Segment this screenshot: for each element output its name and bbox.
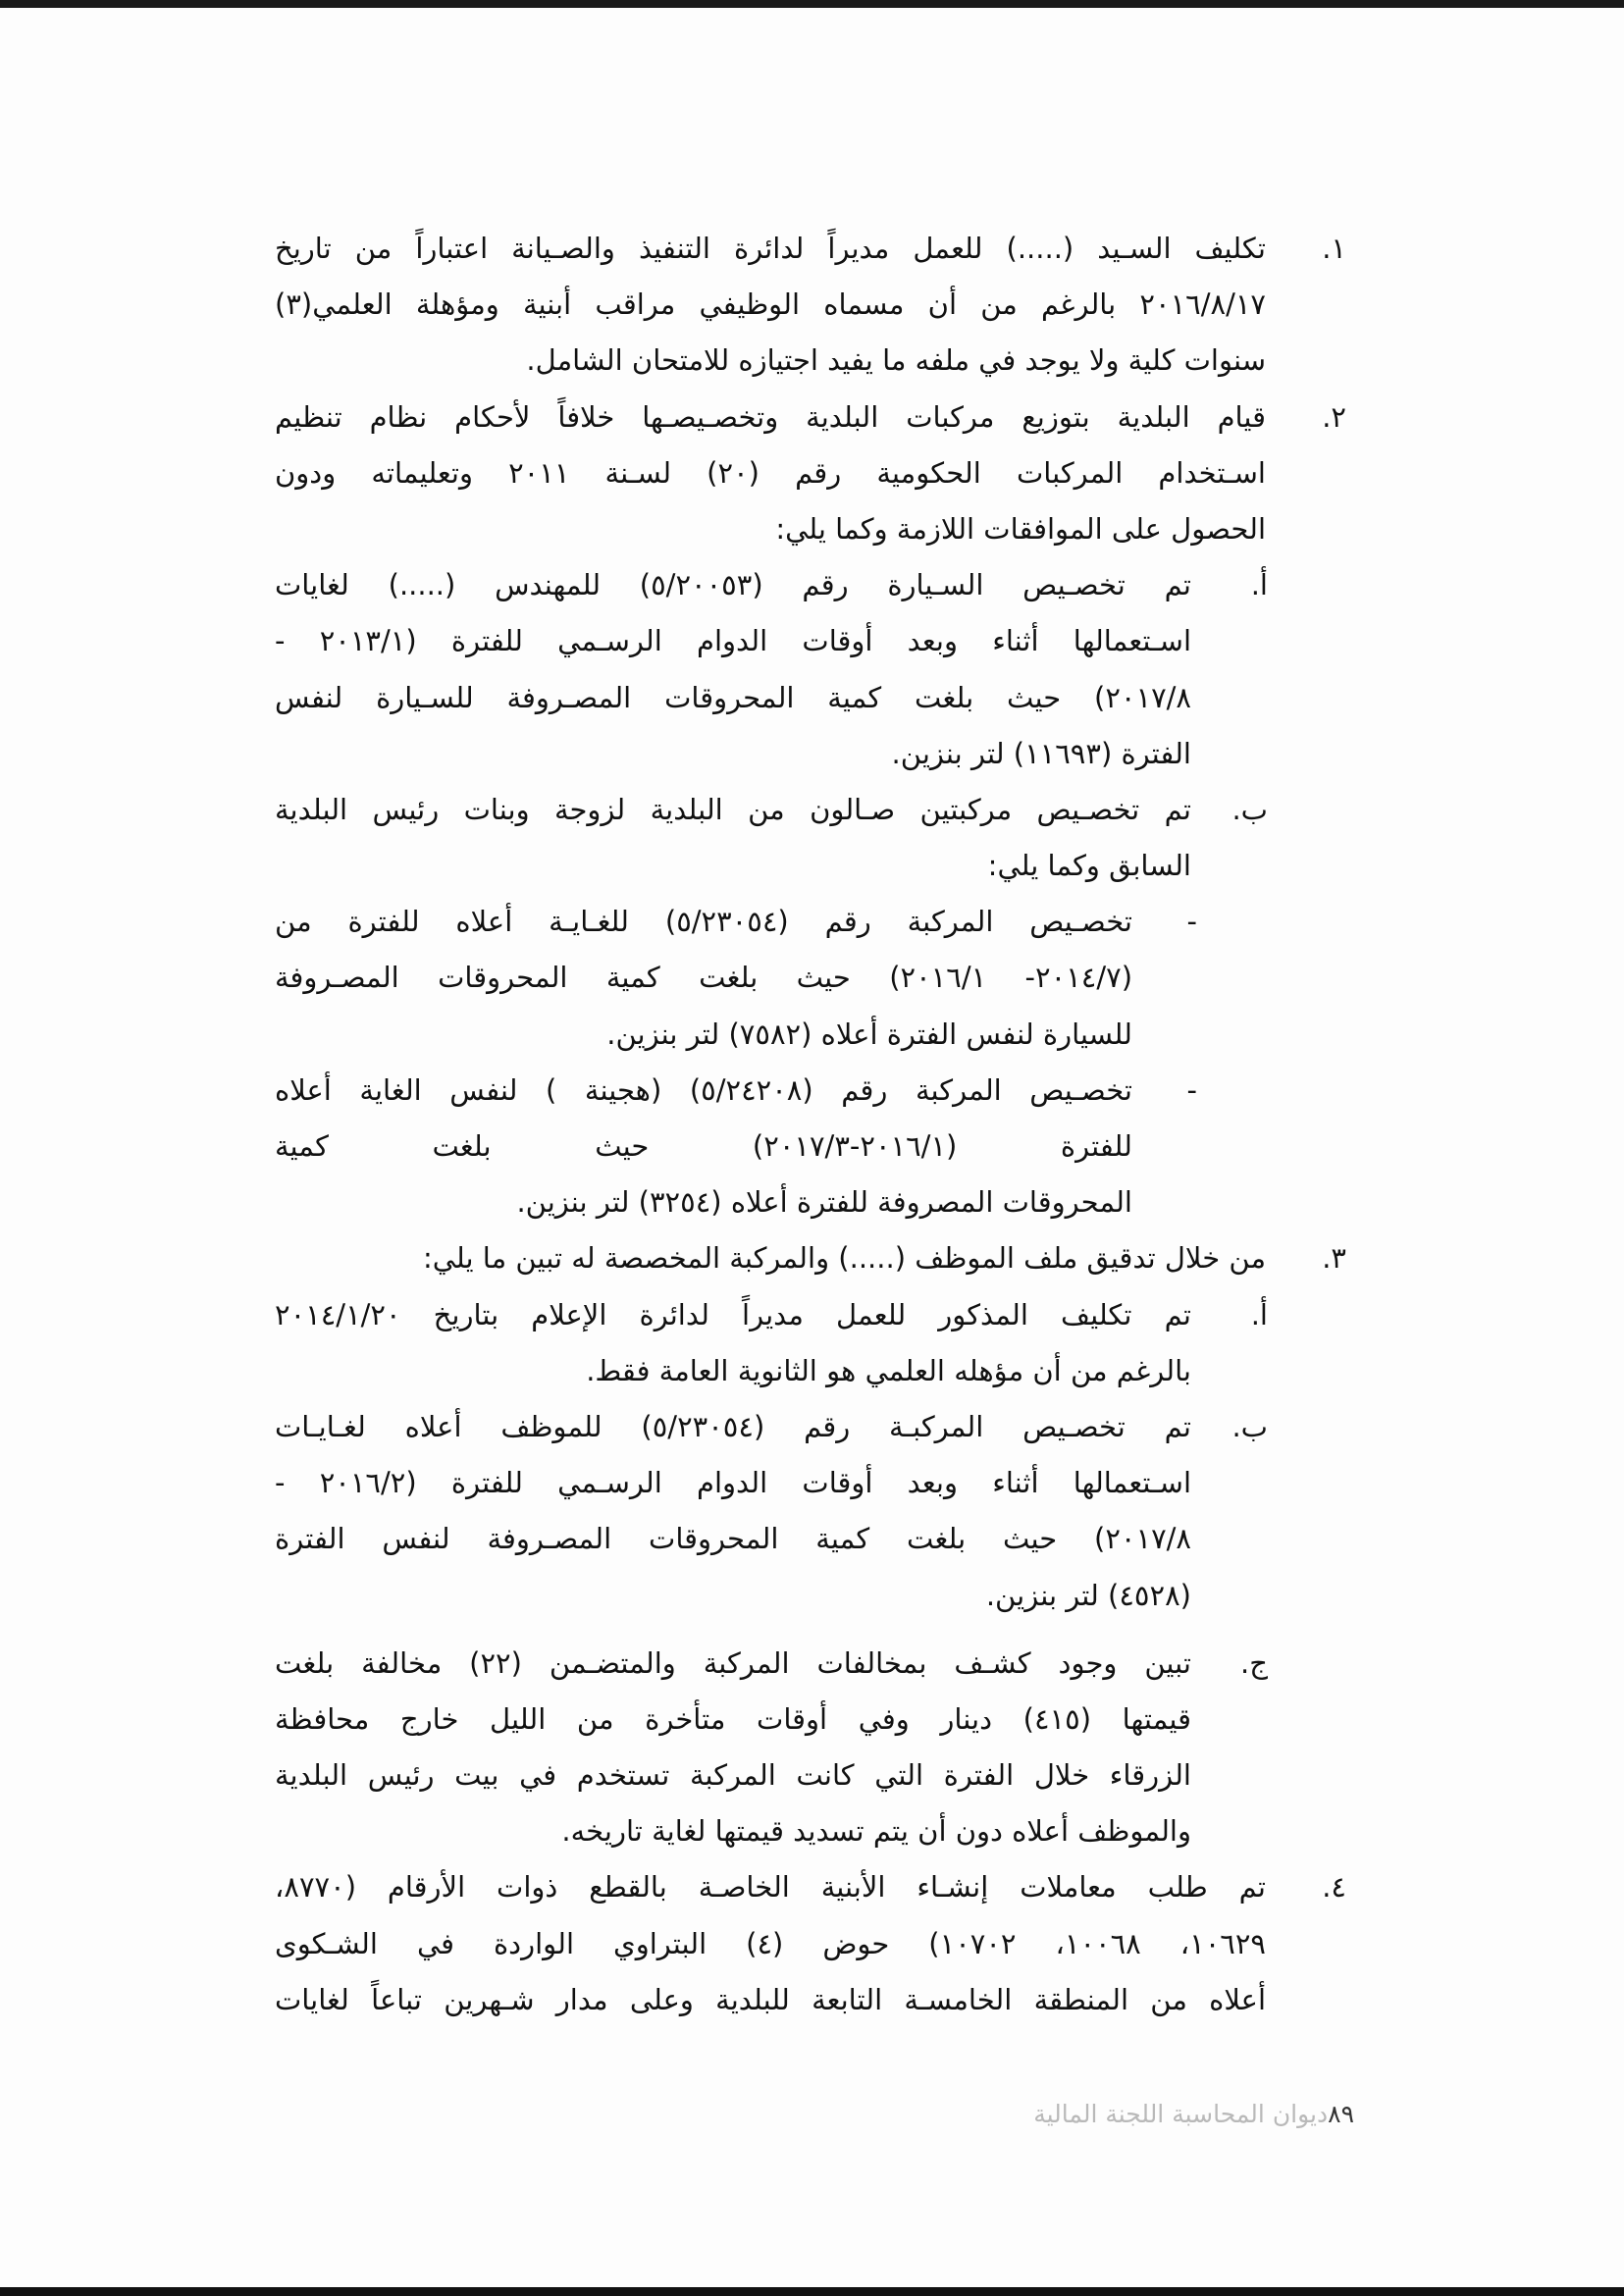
list-number: ج. (1240, 1645, 1268, 1680)
line-text: أعلاه من المنطقة الخامسـة التابعة للبلدية وعلى مدار شـهرين تباعاً لغايات (275, 1982, 1266, 2016)
line-text: للفترة (٢٠١٦/١-٢٠١٧/٣) حيث بلغت كمية (275, 1129, 1132, 1163)
paragraph-line (0, 1859, 1624, 1915)
line-text: بالرغم من أن مؤهله العلمي هو الثانوية العامة فقط. (586, 1353, 1191, 1387)
paragraph-line (0, 782, 1624, 838)
page-number: ٨٩ (1328, 2100, 1354, 2128)
paragraph-line (0, 670, 1624, 726)
list-number: ١. (1322, 232, 1346, 265)
line-text: تم تكليف المذكور للعمل مديراً لدائرة الإعلام بتاريخ ٢٠١٤/١/٢٠ (275, 1297, 1191, 1331)
paragraph-line (0, 277, 1624, 333)
paragraph-line (0, 1063, 1624, 1119)
paragraph-line (0, 950, 1624, 1006)
line-text: الزرقاء خلال الفترة التي كانت المركبة تستخدم في بيت رئيس البلدية (275, 1758, 1191, 1793)
scan-bottom-edge (0, 2287, 1624, 2296)
paragraph-line (0, 838, 1624, 894)
line-text: تكليف السـيد (.....) للعمل مديراً لدائرة التنفيذ والصـيانة اعتباراً من تاريخ (275, 232, 1266, 265)
paragraph-line (0, 1343, 1624, 1399)
line-text: تم تخصـيص السـيارة رقم (٥/٢٠٠٥٣) للمهندس (.....) لغايات (275, 568, 1191, 602)
line-text: اسـتعمالها أثناء وبعد أوقات الدوام الرسـمي للفترة (٢٠١٣/١ - (275, 624, 1192, 658)
line-text: سنوات كلية ولا يوجد في ملفه ما يفيد اجتيازه للامتحان الشامل. (526, 343, 1266, 378)
scan-top-edge (0, 0, 1624, 8)
paragraph-line (0, 1748, 1624, 1803)
line-text: من خلال تدقيق ملف الموظف (.....) والمركبة المخصصة له تبين ما يلي: (422, 1241, 1266, 1276)
line-text: الفترة (١١٦٩٣) لتر بنزين. (891, 736, 1191, 770)
list-number: أ. (1250, 568, 1268, 602)
paragraph-line (0, 1568, 1624, 1624)
paragraph-line (0, 501, 1624, 557)
line-text: ١٠٦٢٩، ١٠٠٦٨، ١٠٧٠٢) حوض (٤) البتراوي الواردة في الشـكوى (275, 1926, 1267, 1960)
paragraph-line (0, 221, 1624, 277)
paragraph-line (0, 1399, 1624, 1455)
list-number: ب. (1231, 1409, 1268, 1443)
line-text: ٢٠١٧/٨) حيث بلغت كمية المحروقات المصـروفة لنفس الفترة (275, 1522, 1191, 1556)
list-number: ٤. (1322, 1870, 1346, 1905)
list-number: ب. (1231, 792, 1268, 826)
line-text: قيام البلدية بتوزيع مركبات البلدية وتخصـيصـها خلافاً لأحكام نظام تنظيم (275, 399, 1266, 434)
paragraph-line (0, 333, 1624, 389)
list-number: أ. (1250, 1297, 1268, 1331)
paragraph-line (0, 1916, 1624, 1972)
line-text: اسـتعمالها أثناء وبعد أوقات الدوام الرسـمي للفترة (٢٠١٦/٢ - (275, 1466, 1192, 1500)
line-text: تخصـيص المركبة رقم (٥/٢٤٢٠٨) (هجينة ) لنفس الغاية أعلاه (275, 1072, 1132, 1107)
line-text: تخصـيص المركبة رقم (٥/٢٣٠٥٤) للغـايـة أعلاه للفترة من (275, 905, 1132, 939)
paragraph-gap (0, 1624, 1624, 1636)
paragraph-line (0, 390, 1624, 445)
line-text: تم تخصـيص المركبـة رقم (٥/٢٣٠٥٤) للموظف أعلاه لغـايـات (275, 1409, 1192, 1443)
paragraph-line (0, 1972, 1624, 2028)
line-text: (٤٥٢٨) لتر بنزين. (985, 1578, 1191, 1612)
paragraph-line (0, 1119, 1624, 1174)
line-text: تبين وجود كشـف بمخالفات المركبة والمتضـمن (٢٢) مخالفة بلغت (275, 1645, 1191, 1680)
line-text: المحروقات المصروفة للفترة أعلاه (٣٢٥٤) لتر بنزين. (516, 1185, 1132, 1220)
line-text: تم طلب معاملات إنشـاء الأبنية الخاصـة بالقطع ذوات الأرقام (٨٧٧٠، (275, 1870, 1266, 1905)
paragraph-line (0, 1692, 1624, 1748)
line-text: والموظف أعلاه دون أن يتم تسديد قيمتها لغاية تاريخه. (561, 1814, 1191, 1849)
paragraph-line (0, 894, 1624, 950)
paragraph-line (0, 1511, 1624, 1567)
line-text: (٢٠١٤/٧- ٢٠١٦/١) حيث بلغت كمية المحروقات المصـروفة (275, 961, 1133, 995)
paragraph-line (0, 557, 1624, 613)
document-body (0, 221, 1624, 2028)
footer-text: ديوان المحاسبة اللجنة المالية (1033, 2100, 1329, 2128)
line-text: السابق وكما يلي: (987, 849, 1191, 883)
line-text: للسيارة لنفس الفترة أعلاه (٧٥٨٢) لتر بنزين. (606, 1017, 1132, 1051)
line-text: تم تخصـيص مركبتين صـالون من البلدية لزوجة وبنات رئيس البلدية (275, 792, 1191, 826)
paragraph-line (0, 1803, 1624, 1859)
line-text: الحصول على الموافقات اللازمة وكما يلي: (775, 511, 1266, 546)
line-text: قيمتها (٤١٥) دينار وفي أوقات متأخرة من الليل خارج محافظة (275, 1701, 1191, 1736)
page-footer (834, 2100, 1354, 2128)
paragraph-line (0, 726, 1624, 782)
paragraph-line (0, 1230, 1624, 1286)
list-number: ٣. (1322, 1241, 1346, 1276)
bullet-dash: - (1186, 905, 1197, 939)
paragraph-line (0, 1455, 1624, 1511)
bullet-dash: - (1186, 1072, 1197, 1107)
list-number: ٢. (1322, 399, 1346, 434)
paragraph-line (0, 1174, 1624, 1230)
paragraph-line (0, 1007, 1624, 1063)
paragraph-line (0, 1287, 1624, 1343)
line-text: ٢٠١٦/٨/١٧ بالرغم من أن مسماه الوظيفي مراقب أبنية ومؤهلة العلمي(٣) (275, 287, 1266, 322)
line-text: اسـتخدام المركبات الحكومية رقم (٢٠) لسـنة ٢٠١١ وتعليماته ودون (275, 455, 1266, 490)
line-text: ٢٠١٧/٨) حيث بلغت كمية المحروقات المصـروفة للسـيارة لنفس (275, 680, 1191, 714)
paragraph-line (0, 445, 1624, 501)
paragraph-line (0, 1636, 1624, 1692)
paragraph-line (0, 613, 1624, 669)
